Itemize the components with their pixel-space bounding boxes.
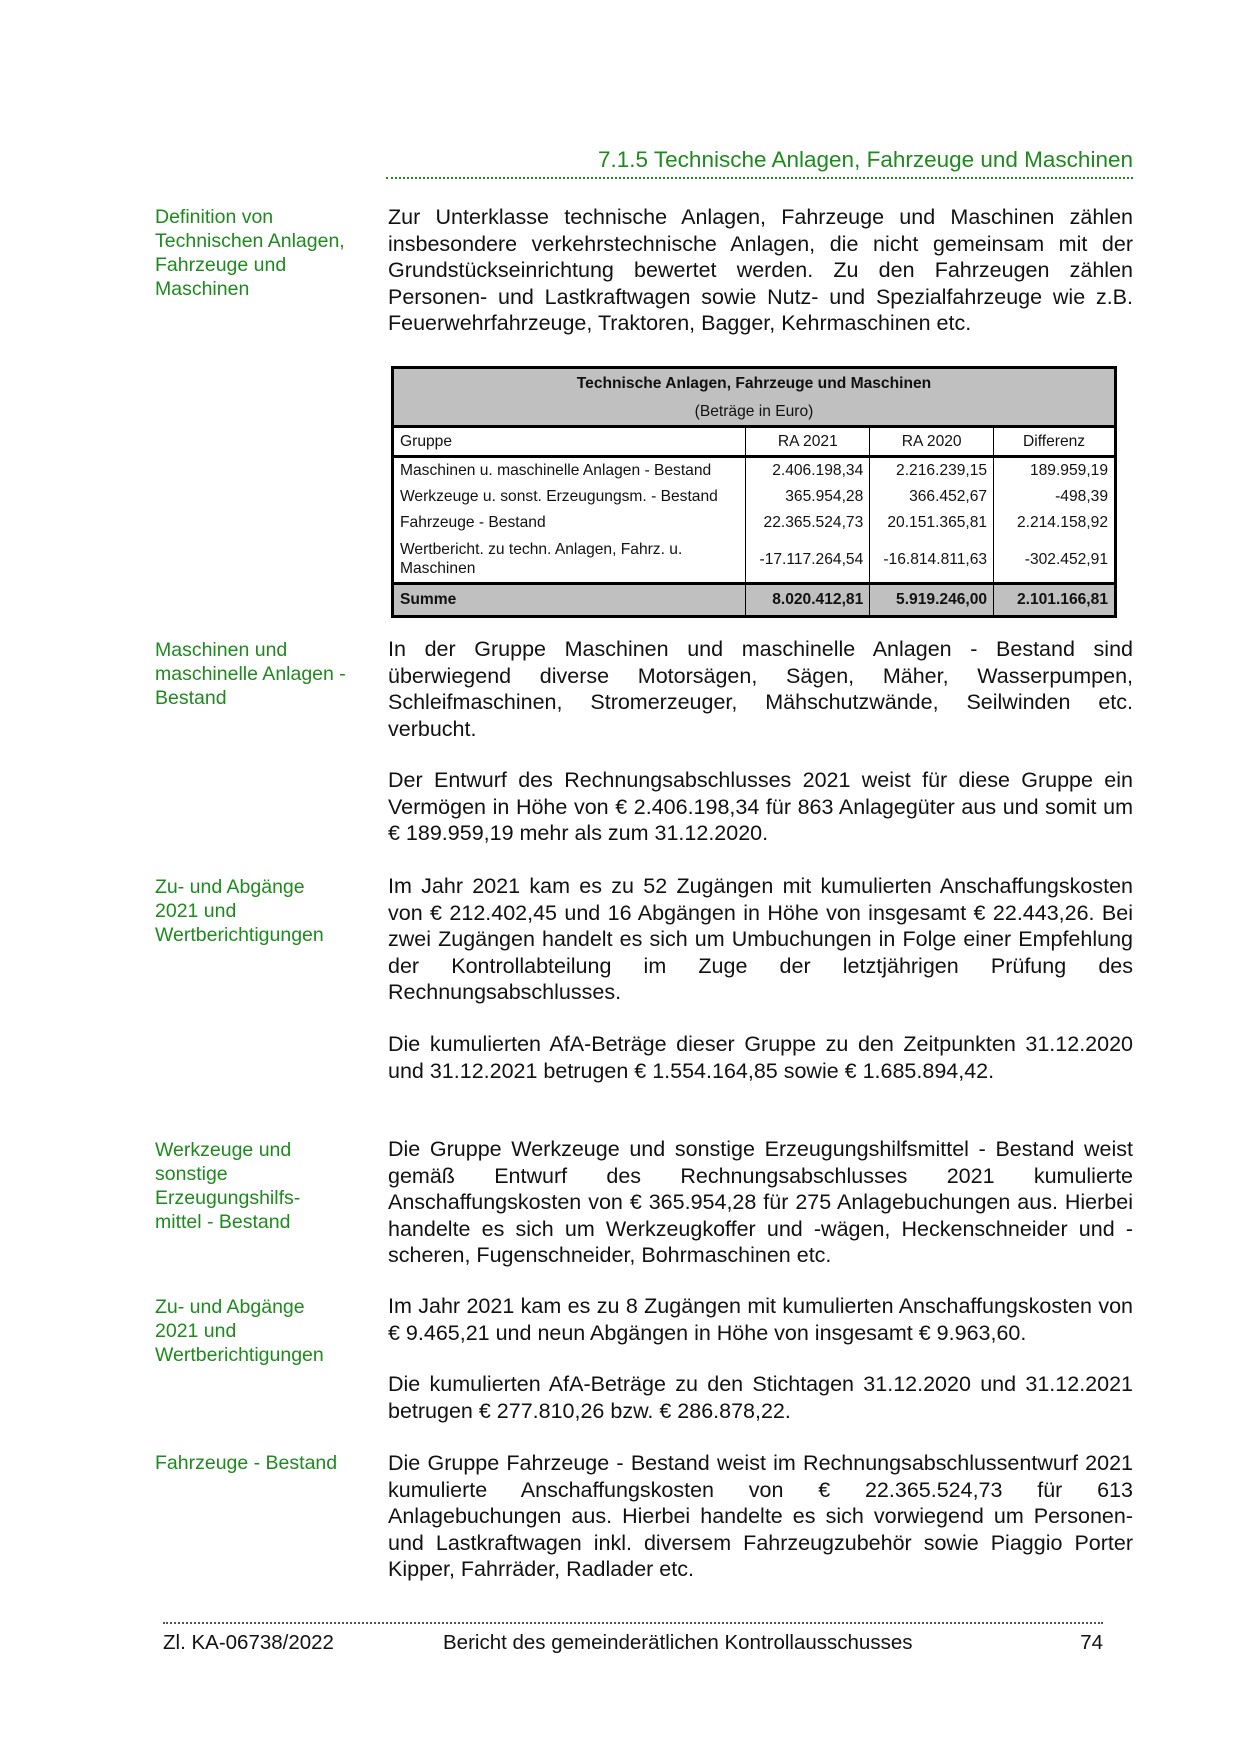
- cell-ra-2020: -16.814.811,63: [870, 536, 994, 584]
- margin-label-fahrzeuge: [155, 1451, 370, 1475]
- table-row: [393, 510, 1116, 536]
- table-row: [393, 457, 1116, 485]
- margin-label-zugaenge-maschinen: [155, 875, 370, 947]
- maschinen-paragraph-2: Der Entwurf des Rechnungsabschlusses 2021 weist für diese Gruppe ein Vermögen in Höhe von € 2.406.198,34 für 863 Anlagegüter aus und somit um € 189.959,19 mehr als zum 31.12.2020.: [388, 768, 1133, 846]
- cell-differenz: 189.959,19: [994, 457, 1116, 485]
- cell-ra-2021: 365.954,28: [746, 484, 870, 510]
- margin-label-line: Maschinen: [155, 278, 250, 300]
- total-ra-2020: 5.919.246,00: [870, 584, 994, 617]
- footer-reference: Zl. KA-06738/2022: [163, 1631, 334, 1654]
- zugaenge-maschinen-paragraph-2: Die kumulierten AfA-Beträge dieser Gruppe zu den Zeitpunkten 31.12.2020 und 31.12.2021 betrugen € 1.554.164,85 sowie € 1.685.894,42.: [388, 1032, 1133, 1083]
- cell-ra-2020: 366.452,67: [870, 484, 994, 510]
- table-header-row: [393, 427, 1116, 457]
- table-title-row: [393, 368, 1116, 400]
- margin-label-line: Technischen Anlagen,: [155, 230, 345, 252]
- assets-table: [391, 366, 1117, 618]
- footer-divider: [163, 1622, 1103, 1624]
- maschinen-paragraph-1: In der Gruppe Maschinen und maschinelle Anlagen - Bestand sind überwiegend diverse Motorsägen, Sägen, Mäher, Wasserpumpen, Schleifmaschinen, Stromerzeuger, Mähschutzwände, Seilwinden etc. verbucht.: [388, 637, 1133, 741]
- total-ra-2021: 8.020.412,81: [746, 584, 870, 617]
- total-differenz: 2.101.166,81: [994, 584, 1116, 617]
- cell-ra-2021: -17.117.264,54: [746, 536, 870, 584]
- margin-label-line: Fahrzeuge - Bestand: [155, 1452, 338, 1474]
- cell-gruppe: Fahrzeuge - Bestand: [393, 510, 746, 536]
- margin-label-line: Definition von: [155, 206, 274, 228]
- margin-label-line: sonstige: [155, 1163, 228, 1185]
- cell-gruppe: Werkzeuge u. sonst. Erzeugungsm. - Bestand: [393, 484, 746, 510]
- cell-gruppe: Wertbericht. zu techn. Anlagen, Fahrz. u. Maschinen: [393, 536, 746, 584]
- margin-label-line: Fahrzeuge und: [155, 254, 287, 276]
- table-subtitle: (Beträge in Euro): [393, 399, 1116, 427]
- margin-label-zugaenge-werkzeuge: [155, 1295, 370, 1367]
- footer-report-title: Bericht des gemeinderätlichen Kontrollausschusses: [443, 1631, 913, 1654]
- margin-label-line: Bestand: [155, 687, 227, 709]
- margin-label-definition: [155, 205, 370, 301]
- margin-label-line: 2021 und: [155, 900, 237, 922]
- cell-differenz: -498,39: [994, 484, 1116, 510]
- margin-label-line: 2021 und: [155, 1320, 237, 1342]
- cell-gruppe: Maschinen u. maschinelle Anlagen - Bestand: [393, 457, 746, 485]
- table-subtitle-row: [393, 399, 1116, 427]
- column-header-differenz: Differenz: [994, 427, 1116, 457]
- table-row: [393, 484, 1116, 510]
- margin-label-line: Zu- und Abgänge: [155, 1296, 305, 1318]
- cell-differenz: -302.452,91: [994, 536, 1116, 584]
- zugaenge-werkzeuge-paragraph-1: Im Jahr 2021 kam es zu 8 Zugängen mit kumulierten Anschaffungskosten von € 9.465,21 und neun Abgängen in Höhe von insgesamt € 9.963,60.: [388, 1294, 1133, 1345]
- table-total-row: [393, 584, 1116, 617]
- margin-label-line: Wertberichtigungen: [155, 924, 324, 946]
- column-header-gruppe: Gruppe: [393, 427, 746, 457]
- cell-ra-2020: 20.151.365,81: [870, 510, 994, 536]
- margin-label-maschinen: [155, 638, 370, 710]
- section-heading: 7.1.5 Technische Anlagen, Fahrzeuge und Maschinen: [598, 147, 1133, 172]
- margin-label-line: mittel - Bestand: [155, 1211, 291, 1233]
- column-header-ra-2020: RA 2020: [870, 427, 994, 457]
- zugaenge-maschinen-paragraph-1: Im Jahr 2021 kam es zu 52 Zugängen mit kumulierten Anschaffungskosten von € 212.402,45 und 16 Abgängen in Höhe von insgesamt € 22.443,26. Bei zwei Zugängen handelt es sich um Umbuchungen in Folge einer Empfehlung der Kontrollabteilung im Zuge der letztjährigen Prüfung des Rechnungsabschlusses.: [388, 874, 1133, 1005]
- cell-ra-2021: 2.406.198,34: [746, 457, 870, 485]
- table-title: Technische Anlagen, Fahrzeuge und Maschinen: [393, 368, 1116, 400]
- margin-label-line: Erzeugungshilfs-: [155, 1187, 301, 1209]
- section-heading-divider: [386, 177, 1133, 179]
- column-header-ra-2021: RA 2021: [746, 427, 870, 457]
- cell-ra-2021: 22.365.524,73: [746, 510, 870, 536]
- cell-ra-2020: 2.216.239,15: [870, 457, 994, 485]
- margin-label-line: Wertberichtigungen: [155, 1344, 324, 1366]
- margin-label-line: Maschinen und: [155, 639, 288, 661]
- definition-paragraph: Zur Unterklasse technische Anlagen, Fahrzeuge und Maschinen zählen insbesondere verkehrstechnische Anlagen, die nicht gemeinsam mit der Grundstückseinrichtung bewertet werden. Zu den Fahrzeugen zählen Personen- und Lastkraftwagen sowie Nutz- und Spezialfahrzeuge wie z.B. Feuerwehrfahrzeuge, Traktoren, Bagger, Kehrmaschinen etc.: [388, 205, 1133, 336]
- cell-differenz: 2.214.158,92: [994, 510, 1116, 536]
- margin-label-line: Zu- und Abgänge: [155, 876, 305, 898]
- werkzeuge-paragraph: Die Gruppe Werkzeuge und sonstige Erzeugungshilfsmittel - Bestand weist gemäß Entwurf des Rechnungsabschlusses 2021 kumulierte Anschaffungskosten von € 365.954,28 für 275 Anlagebuchungen aus. Hierbei handelte es sich um Werkzeugkoffer und -wägen, Heckenschneider und -scheren, Fugenschneider, Bohrmaschinen etc.: [388, 1137, 1133, 1268]
- zugaenge-werkzeuge-paragraph-2: Die kumulierten AfA-Beträge zu den Stichtagen 31.12.2020 und 31.12.2021 betrugen € 277.810,26 bzw. € 286.878,22.: [388, 1372, 1133, 1423]
- margin-label-line: Werkzeuge und: [155, 1139, 292, 1161]
- margin-label-line: maschinelle Anlagen -: [155, 663, 346, 685]
- page-number: 74: [1080, 1631, 1103, 1654]
- table-row: [393, 536, 1116, 584]
- margin-label-werkzeuge: [155, 1138, 370, 1234]
- fahrzeuge-paragraph: Die Gruppe Fahrzeuge - Bestand weist im Rechnungsabschlussentwurf 2021 kumulierte Anschaffungskosten von € 22.365.524,73 für 613 Anlagebuchungen aus. Hierbei handelte es sich vorwiegend um Personen- und Lastkraftwagen inkl. diversem Fahrzeugzubehör sowie Piaggio Porter Kipper, Fahrräder, Radlader etc.: [388, 1451, 1133, 1582]
- total-label: Summe: [393, 584, 746, 617]
